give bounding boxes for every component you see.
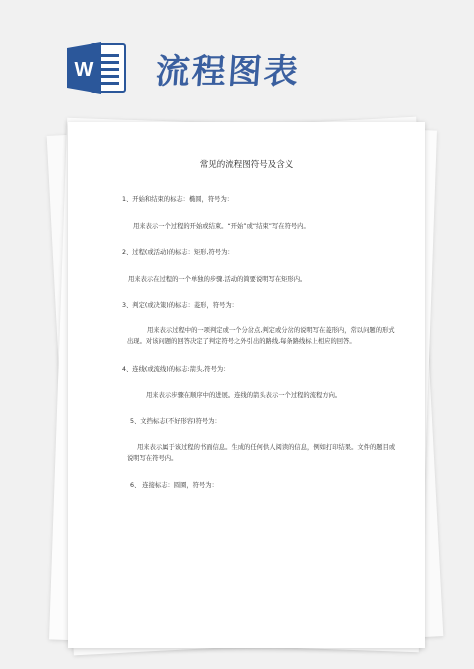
item-1-heading: 1、开始和结束的标志：椭圆，符号为：: [122, 196, 234, 203]
item-3-body: 用来表示过程中的一项判定或一个分岔点,判定或分岔的说明写在菱形内，常以问题的形式出现。对该问题的回答决定了判定符号之外引出的路线,每条路线标上相应的回答。: [127, 327, 395, 345]
document-title: 常见的流程图符号及含义: [199, 160, 294, 170]
item-3-heading: 3、判定(或决策)的标志：菱形，符号为：: [122, 302, 238, 309]
banner-title: 流程图表: [154, 52, 302, 92]
word-logo-letter: W: [74, 59, 94, 81]
word-logo-icon: [67, 40, 127, 96]
item-2-heading: 2、过程(或活动)的标志：矩形,符号为：: [122, 249, 234, 256]
item-1-body: 用来表示一个过程的开始或结束。“开始”或“结束”写在符号内。: [133, 223, 310, 230]
item-6-heading: 6、 连接标志：圆圈，符号为：: [130, 482, 218, 489]
item-5-body: 用来表示属于该过程的书面信息。生成的任何供人阅读的信息，例如打印结果。文件的题目或说明写在符号内。: [127, 444, 396, 462]
item-4-body: 用来表示步骤在顺序中的进展。连线的箭头表示一个过程的流程方向。: [146, 392, 342, 399]
header-banner: [0, 0, 474, 120]
item-2-body: 用来表示在过程的一个单独的步骤.活动的简要说明写在矩形内。: [128, 276, 307, 283]
document-page: [68, 122, 425, 648]
item-4-heading: 4、连线(或流线)的标志:箭头,符号为：: [122, 366, 230, 373]
item-5-heading: 5、文挡标志(不好形容)符号为：: [130, 418, 221, 425]
